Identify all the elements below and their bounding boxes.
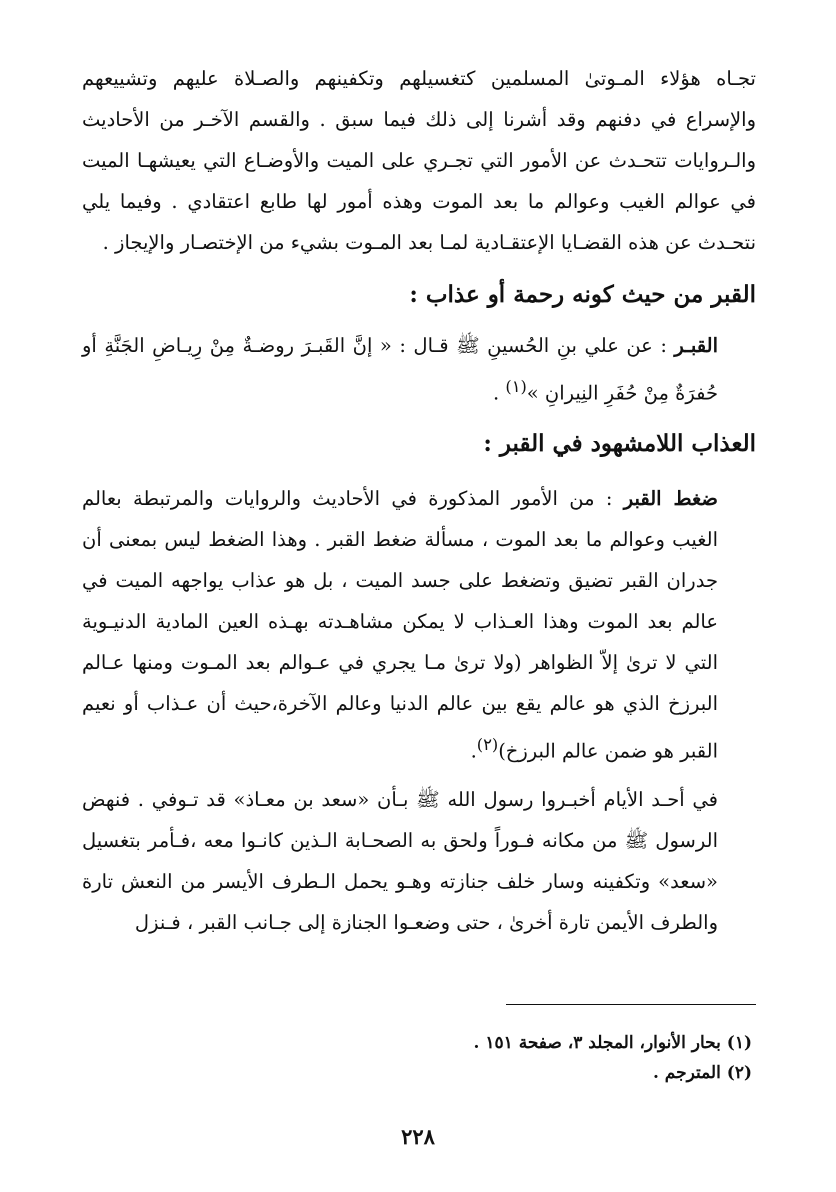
footnote-ref-1[interactable]: (١) [505,377,527,396]
grave-hadith-text: : عن علي بنِ الحُسينِ ﷺ قـال : « إنَّ القَبـرَ روضـةٌ مِنْ رِيـاضِ الجَنَّةِ أو حُفرَةٌ مِنْ حُفَرِ النِيرانِ » [82,334,718,405]
page-body [82,58,756,943]
grave-pressure-end: . [470,739,477,762]
saad-story-paragraph: في أحـد الأيام أخبـروا رسول الله ﷺ بـأن «سعد بن معـاذ» قد تـوفي . فنهض الرسول ﷺ من مكانه فـوراً ولحق به الصحـابة الـذين كانـوا معه ،فـأمر بتغسيل «سعد» وتكفينه وسار خلف جنازته وهـو يحمل الـطرف الأيسر من النعش تارة والطرف الأيمن تارة أخرىٰ ، حتى وضعـوا الجنازة إلى جـانب القبر ، فـنزل [82,788,718,934]
grave-pressure-lead: ضغط القبر [623,486,718,510]
grave-hadith-lead: القبـر [674,334,718,357]
page-number: ٢٢٨ [401,1124,435,1149]
footnote-ref-2[interactable]: (٢) [476,734,499,754]
footnote-divider [506,1004,756,1005]
grave-hadith-paragraph [82,325,756,414]
section-heading-unseen-torment: العذاب اللامشهود في القبر : [483,429,756,457]
footnote-2: (٢) المترجم . [652,1063,752,1083]
section-heading-grave-mercy-or-torment: القبر من حيث كونه رحمة أو عذاب : [409,281,756,308]
grave-pressure-text: : من الأمور المذكورة في الأحاديث والروايات والمرتبطة بعالم الغيب وعوالم ما بعد الموت ، مسألة ضغط القبر . وهذا الضغط ليس بمعنى أن جدران القبر تضيق وتضغط على جسد الميت ، بل هو عذاب يواجهه الميت في عالم بعد الموت وهذا العـذاب لا يمكن مشاهـدته بهـذه العين المادية الدنيـوية التي لا ترىٰ إلاّ الظواهر (ولا ترىٰ مـا يجري في عـوالم بعد المـوت ومنها عـالم البرزخ الذي هو عالم يقع بين عالم الدنيا وعالم الآخرة،حيث أن عـذاب أو نعيم القبر هو ضمن عالم البرزخ) [82,486,718,762]
footnote-1: (١) بحار الأنوار، المجلد ٣، صفحة ١٥١ . [473,1033,752,1053]
grave-pressure-paragraph [82,478,756,772]
footnotes [474,1028,752,1088]
grave-hadith-end: . [492,381,506,405]
intro-paragraph: تجـاه هؤلاء المـوتىٰ المسلمين كتغسيلهم وتكفينهم والصـلاة عليهم وتشييعهم والإسراع في دفنهم وقد أشرنا إلى ذلك فيما سبق . والقسم الآخـر من الأحاديث والـروايات تتحـدث عن الأمور التي تجـري على الميت والأوضـاع التي يعيشهـا الميت في عوالم الغيب وعوالم ما بعد الموت وهذه أمور لها طابع اعتقادي . وفيما يلي نتحـدث عن هذه القضـايا الإعتقـادية لمـا بعد المـوت بشيء من الإختصـار والإيجاز . [82,67,756,254]
